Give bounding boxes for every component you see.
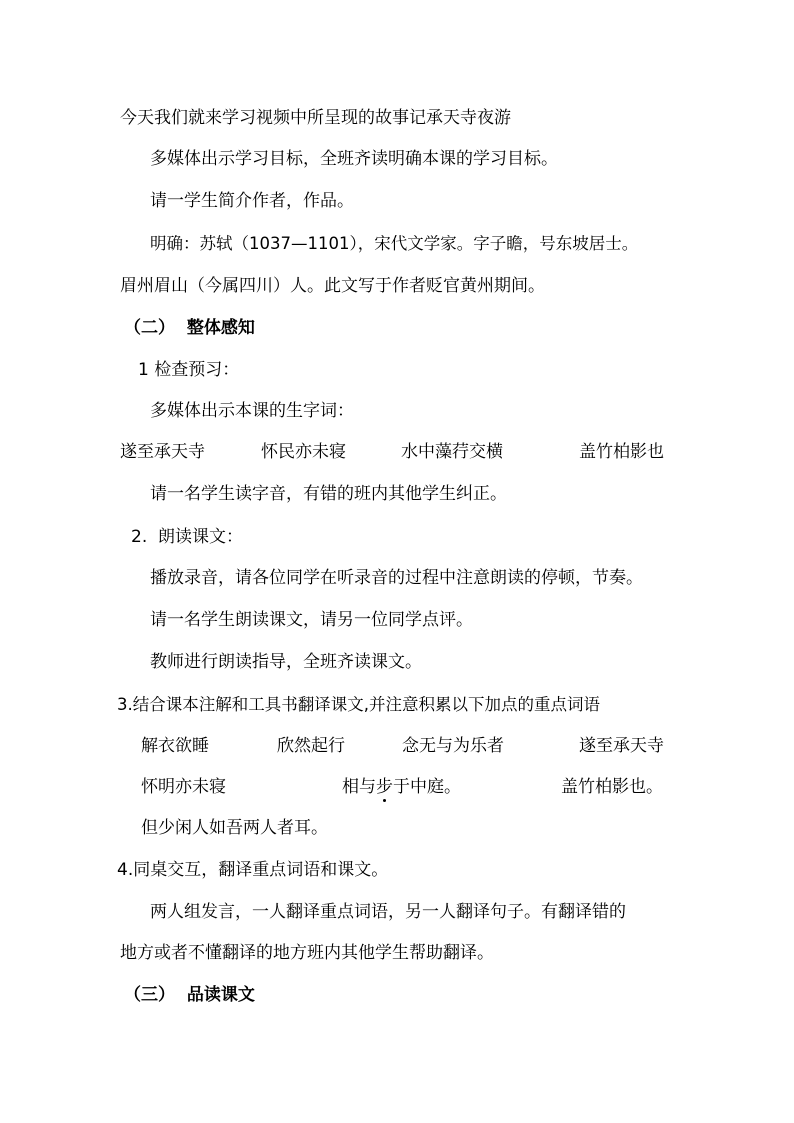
- key-phrase: [342, 777, 461, 797]
- emphasized-character: 步: [376, 777, 393, 797]
- paragraph-line: 地方或者不懂翻译的地方班内其他学生帮助翻译。: [120, 943, 494, 963]
- paragraph-line: 教师进行朗读指导，全班齐读课文。: [150, 652, 422, 672]
- vocab-word: 盖竹柏影也: [579, 442, 664, 462]
- paragraph-line: 多媒体出示本课的生字词：: [150, 401, 354, 421]
- paragraph-line: 请一学生简介作者，作品。: [150, 191, 354, 211]
- key-phrase: 解衣欲睡: [141, 736, 209, 756]
- phrase-part: 相与: [342, 777, 376, 797]
- paragraph-line: 2. 朗读课文：: [131, 527, 244, 547]
- section-heading: （二） 整体感知: [124, 318, 255, 338]
- paragraph-line: 4.同桌交互，翻译重点词语和课文。: [117, 860, 389, 880]
- paragraph-line: 两人组发言，一人翻译重点词语，另一人翻译句子。有翻译错的: [150, 902, 626, 922]
- phrase-part: 于中庭。: [393, 777, 461, 797]
- key-phrase: 但少闲人如吾两人者耳。: [141, 818, 328, 838]
- key-phrase: 盖竹柏影也。: [561, 777, 663, 797]
- key-phrase: 遂至承天寺: [579, 736, 664, 756]
- vocab-word: 遂至承天寺: [120, 442, 205, 462]
- paragraph-line: 明确：苏轼（1037—1101），宋代文学家。字子瞻，号东坡居士。: [150, 234, 639, 253]
- section-heading: （三） 品读课文: [124, 985, 255, 1005]
- paragraph-line: 1 检查预习：: [138, 360, 240, 380]
- paragraph-line: 请一名学生朗读课文，请另一位同学点评。: [150, 610, 473, 630]
- paragraph-line: 今天我们就来学习视频中所呈现的故事记承天寺夜游: [120, 108, 511, 128]
- key-phrase: 怀明亦未寝: [141, 777, 226, 797]
- paragraph-line: 多媒体出示学习目标，全班齐读明确本课的学习目标。: [150, 149, 558, 169]
- paragraph-line: 3.结合课本注解和工具书翻译课文,并注意积累以下加点的重点词语: [117, 695, 600, 714]
- paragraph-line: 播放录音，请各位同学在听录音的过程中注意朗读的停顿，节奏。: [150, 568, 643, 588]
- paragraph-line: 请一名学生读字音，有错的班内其他学生纠正。: [150, 484, 507, 504]
- paragraph-line: 眉州眉山（今属四川）人。此文写于作者贬官黄州期间。: [120, 276, 545, 296]
- vocab-word: 水中藻荇交横: [401, 442, 503, 462]
- key-phrase: 欣然起行: [277, 736, 345, 756]
- vocab-word: 怀民亦未寝: [261, 442, 346, 462]
- key-phrase: 念无与为乐者: [402, 736, 504, 756]
